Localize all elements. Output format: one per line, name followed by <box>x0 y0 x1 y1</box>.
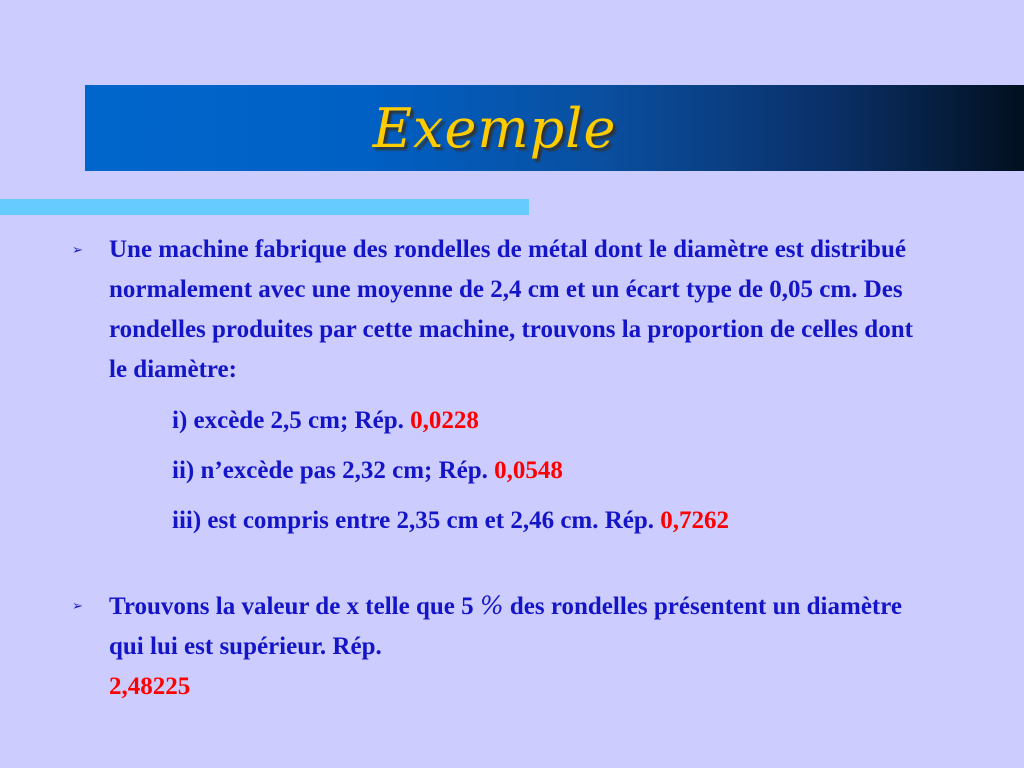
sub-item-2 <box>72 452 932 490</box>
slide-content <box>72 230 932 707</box>
title-bar <box>85 85 1024 171</box>
chevron-right-icon: ➢ <box>72 242 83 257</box>
sub-item-3 <box>72 502 932 540</box>
spacer <box>72 540 932 586</box>
bullet-item-2 <box>72 586 932 707</box>
answer-value: 0,7262 <box>660 507 730 534</box>
sub-item-text: iii) est compris entre 2,35 cm et 2,46 cm. Rép. <box>172 507 661 534</box>
bullet-item-1 <box>72 230 932 390</box>
answer-value: 0,0548 <box>494 457 563 484</box>
sub-item-text: i) excède 2,5 cm; Rép. <box>172 407 411 434</box>
bullet-text: Trouvons la valeur de x telle que 5 <box>109 593 480 620</box>
percent-sign: % <box>479 591 504 620</box>
answer-value: 2,48225 <box>109 673 191 700</box>
sub-item-1 <box>72 402 932 440</box>
sub-item-text: ii) n’excède pas 2,32 cm; Rép. <box>172 457 495 484</box>
answer-value: 0,0228 <box>410 407 479 434</box>
slide-title: Exemple <box>372 96 617 160</box>
chevron-right-icon: ➢ <box>72 598 83 613</box>
bullet-text: Une machine fabrique des rondelles de métal dont le diamètre est distribué normalement avec une moyenne de 2,4 cm et un écart type de 0,05 cm. Des rondelles produites par cette machine, trouvons la proportion de celles dont le diamètre: <box>109 236 913 383</box>
accent-divider <box>0 199 529 215</box>
bullet-text: des rondelles présentent un diamètre qui lui est supérieur. Rép. <box>109 593 902 660</box>
